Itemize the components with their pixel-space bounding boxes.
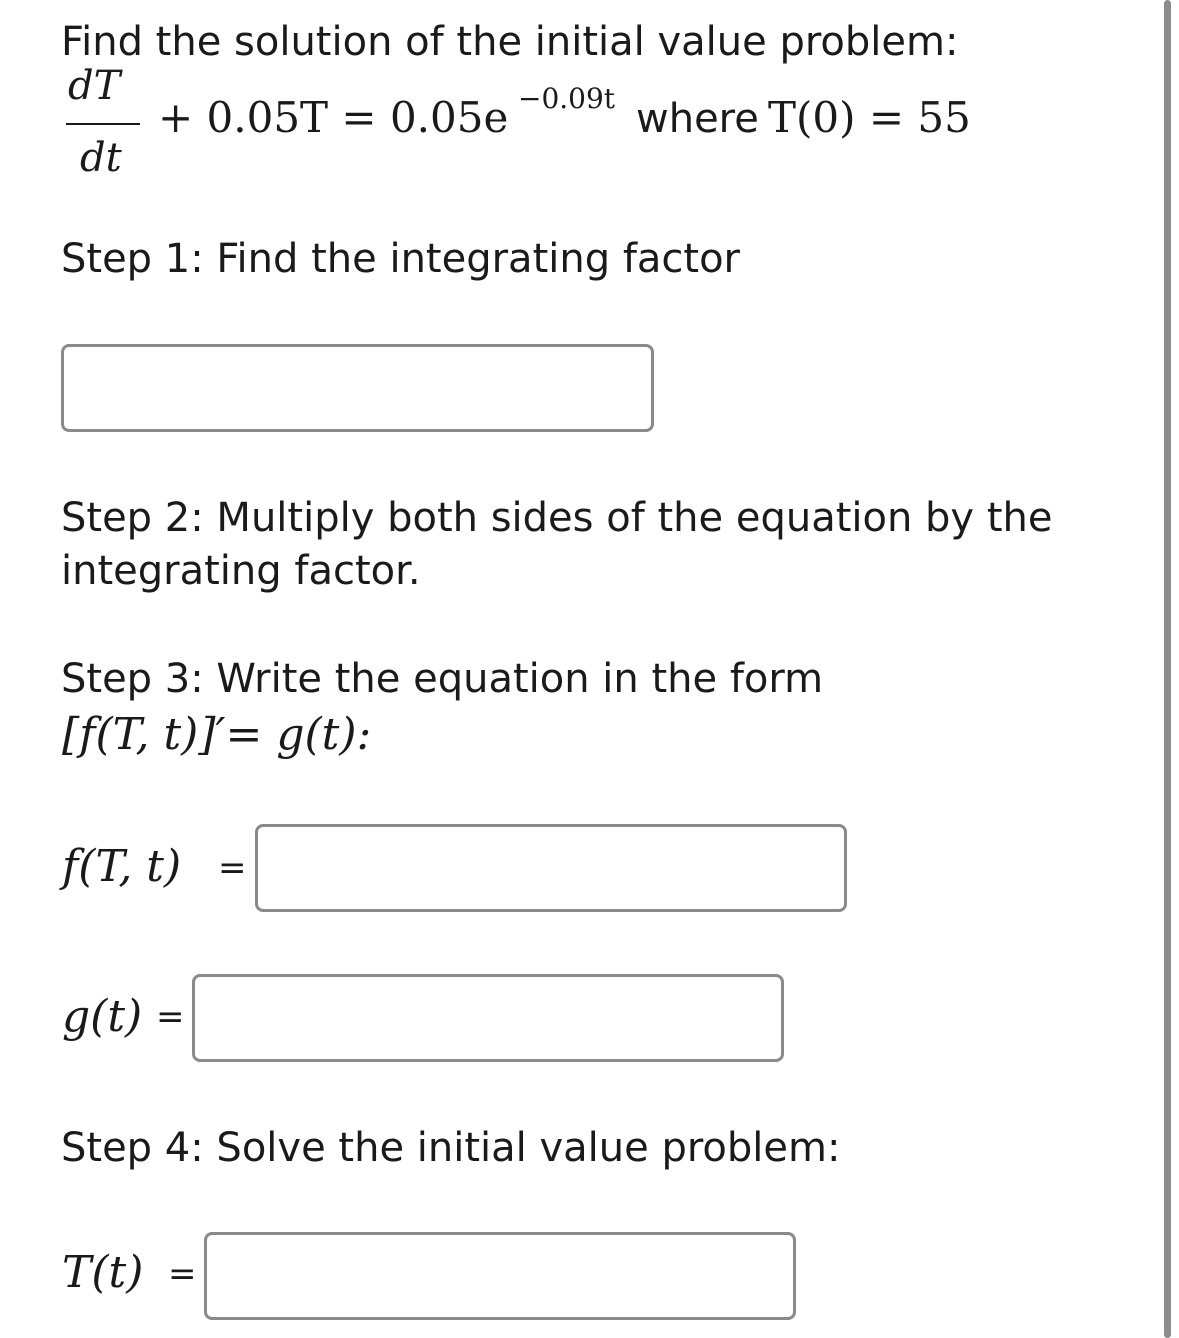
g-equals: = <box>156 997 185 1037</box>
step3-form: [f(T, t)]′= g(t): <box>62 709 372 760</box>
t-input[interactable] <box>204 1232 796 1320</box>
t-label: T(t) <box>62 1247 144 1298</box>
f-input[interactable] <box>255 824 847 912</box>
f-label: f(T, t) <box>62 841 182 892</box>
problem-intro: Find the solution of the initial value problem: <box>61 19 959 65</box>
step4-label: Step 4: Solve the initial value problem: <box>61 1125 841 1171</box>
g-input[interactable] <box>192 974 784 1062</box>
equation-where: where <box>636 96 759 142</box>
g-label: g(t) <box>62 991 143 1042</box>
step1-label: Step 1: Find the integrating factor <box>61 236 741 282</box>
equation-numerator: dT <box>68 63 121 109</box>
fraction-bar <box>66 123 140 125</box>
equation-lhs: + 0.05T = 0.05e <box>158 93 509 142</box>
f-equals: = <box>218 848 247 888</box>
integrating-factor-input[interactable] <box>61 344 654 432</box>
step3-label: Step 3: Write the equation in the form <box>61 656 824 702</box>
equation-denominator: dt <box>80 135 122 181</box>
equation-exponent: −0.09t <box>518 82 616 115</box>
t-equals: = <box>168 1254 197 1294</box>
vertical-scrollbar[interactable] <box>1164 0 1171 1338</box>
initial-condition: T(0) = 55 <box>768 93 971 142</box>
step2-label-line2: integrating factor. <box>61 548 421 594</box>
step2-label-line1: Step 2: Multiply both sides of the equation by the <box>61 495 1053 541</box>
